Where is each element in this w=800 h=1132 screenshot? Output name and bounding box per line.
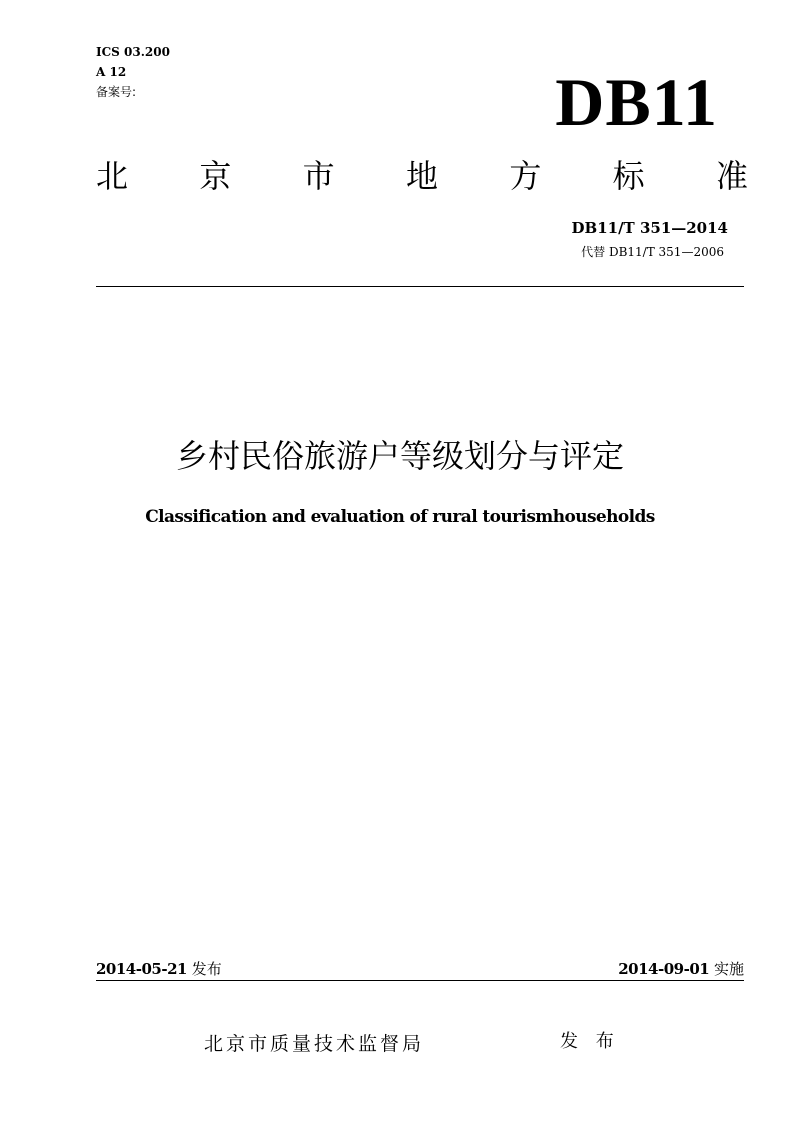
implement-label: 实施 bbox=[713, 960, 744, 978]
issue-label: 发 布 bbox=[560, 1031, 620, 1052]
standard-number: DB11/T 351—2014 bbox=[571, 219, 728, 237]
classification-codes bbox=[96, 42, 170, 102]
db11-logo: DB11 bbox=[555, 64, 718, 140]
bottom-divider bbox=[96, 980, 744, 981]
standard-type-heading bbox=[96, 152, 748, 200]
implement-date-group bbox=[618, 958, 744, 980]
implement-date: 2014-09-01 bbox=[618, 960, 710, 978]
ics-code: ICS 03.200 bbox=[96, 45, 170, 59]
standard-type-char: 地 bbox=[405, 157, 438, 195]
standard-type-char: 北 bbox=[96, 157, 129, 195]
standard-type-char: 标 bbox=[612, 157, 645, 195]
publish-date-group bbox=[96, 958, 222, 980]
standard-type-char: 准 bbox=[715, 157, 748, 195]
category-code: A 12 bbox=[96, 65, 127, 79]
date-row bbox=[96, 958, 744, 980]
publish-date: 2014-05-21 bbox=[96, 960, 187, 978]
standard-type-char: 京 bbox=[199, 157, 232, 195]
standard-type-char: 方 bbox=[509, 157, 542, 195]
title-chinese: 乡村民俗旅游户等级划分与评定 bbox=[175, 437, 624, 475]
standard-type-char: 市 bbox=[302, 157, 335, 195]
issuing-authority: 北京市质量技术监督局 bbox=[204, 1033, 425, 1055]
replaces-standard: 代替 DB11/T 351—2006 bbox=[581, 245, 724, 259]
publish-label: 发布 bbox=[191, 960, 222, 978]
top-divider bbox=[96, 286, 744, 287]
filing-number-label: 备案号: bbox=[96, 85, 137, 99]
title-english: Classification and evaluation of rural tourismhouseholds bbox=[145, 507, 655, 527]
